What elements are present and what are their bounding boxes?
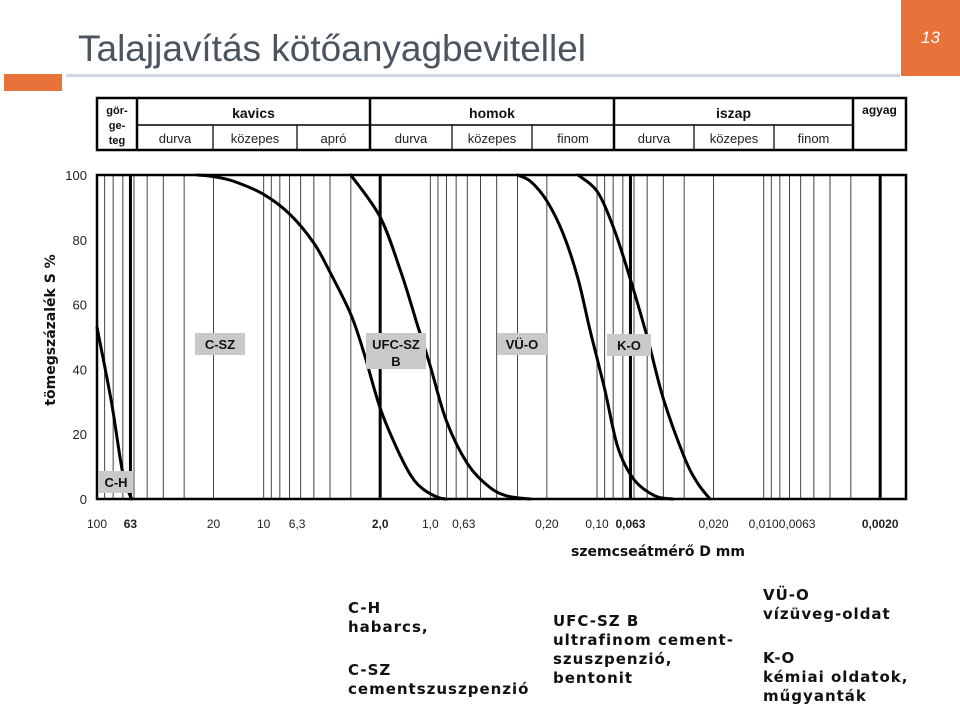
legend-ufc-code: UFC-SZ B [553, 612, 640, 630]
legend-ufc-desc-3: bentonit [553, 669, 634, 687]
legend-c-sz-desc: cementszuszpenzió [348, 680, 530, 698]
header-first-cell: ge- [108, 120, 126, 132]
legend-ufc-desc-1: ultrafinom cement- [553, 631, 734, 649]
x-tick-label: 0,063 [615, 517, 646, 531]
y-tick-label: 20 [72, 427, 87, 443]
legend-ufc-desc-2: szuszpenzió, [553, 650, 673, 668]
x-axis-label: szemcseátmérő D mm [571, 544, 745, 560]
x-tick-label: 2,0 [371, 517, 389, 531]
header-first-cell: gör- [106, 105, 128, 117]
series-label: C-H [104, 475, 128, 490]
slide-title: Talajjavítás kötőanyagbevitellel [78, 28, 587, 69]
x-tick-label: 100 [86, 517, 108, 531]
header-group-label: homok [469, 105, 515, 121]
x-tick-label: 63 [123, 517, 138, 531]
y-tick-label: 0 [79, 492, 87, 507]
legend-c-sz-code: C-SZ [348, 661, 392, 679]
legend-ufc-sz-b [553, 612, 734, 688]
y-tick-label: 40 [72, 362, 87, 378]
series-label: B [391, 354, 401, 369]
x-tick-label: 0,10 [585, 517, 609, 531]
legend-k-o [763, 649, 908, 706]
header-subgroup-label: apró [320, 131, 347, 146]
x-tick-label: 1,0 [421, 517, 439, 531]
header-first-cell: teg [108, 135, 126, 147]
header-subgroup-label: finom [557, 131, 589, 146]
legend-k-o-desc-2: műgyanták [763, 687, 867, 705]
series-label: C-SZ [204, 337, 236, 352]
legend-c-h-code: C-H [348, 599, 382, 617]
header-subgroup-label: közepes [467, 131, 517, 146]
legend-c-h [348, 599, 429, 637]
x-tick-label: 0,0020 [861, 517, 899, 531]
header-subgroup-label: durva [637, 131, 671, 146]
x-tick-label: 20 [206, 517, 221, 531]
page-number: 13 [921, 28, 940, 47]
x-tick-label: 0,010 [748, 517, 779, 531]
legend-c-sz [348, 661, 529, 699]
legend-c-h-desc: habarcs, [348, 618, 429, 636]
header-subgroup-label: durva [394, 131, 428, 146]
header-subgroup-label: közepes [709, 131, 759, 146]
x-tick-label: 0,0063 [778, 517, 816, 531]
series-label: UFC-SZ [372, 337, 420, 352]
header-subgroup-label: közepes [230, 131, 280, 146]
legend-vu-o-desc: vízüveg-oldat [763, 605, 891, 623]
series-label: VÜ-O [505, 337, 539, 352]
series-label: K-O [617, 338, 641, 353]
x-tick-label: 0,63 [452, 517, 476, 531]
y-axis-label: tömegszázalék S % [43, 254, 59, 406]
x-tick-label: 0,20 [535, 517, 559, 531]
x-tick-label: 0,020 [698, 517, 729, 531]
x-tick-label: 10 [256, 517, 271, 531]
header-group-label: kavics [232, 105, 275, 121]
legend-k-o-desc-1: kémiai oldatok, [763, 668, 909, 686]
header-subgroup-label: durva [158, 131, 192, 146]
header-last-cell: agyag [862, 103, 897, 117]
legend-vu-o [763, 586, 891, 624]
header-subgroup-label: finom [797, 131, 830, 146]
y-tick-label: 100 [65, 168, 87, 183]
y-tick-label: 60 [72, 297, 87, 313]
y-tick-label: 80 [72, 232, 87, 248]
x-tick-label: 6,3 [288, 517, 306, 531]
legend-k-o-code: K-O [763, 649, 796, 667]
header-group-label: iszap [715, 105, 752, 121]
legend-vu-o-code: VÜ-O [763, 586, 810, 604]
